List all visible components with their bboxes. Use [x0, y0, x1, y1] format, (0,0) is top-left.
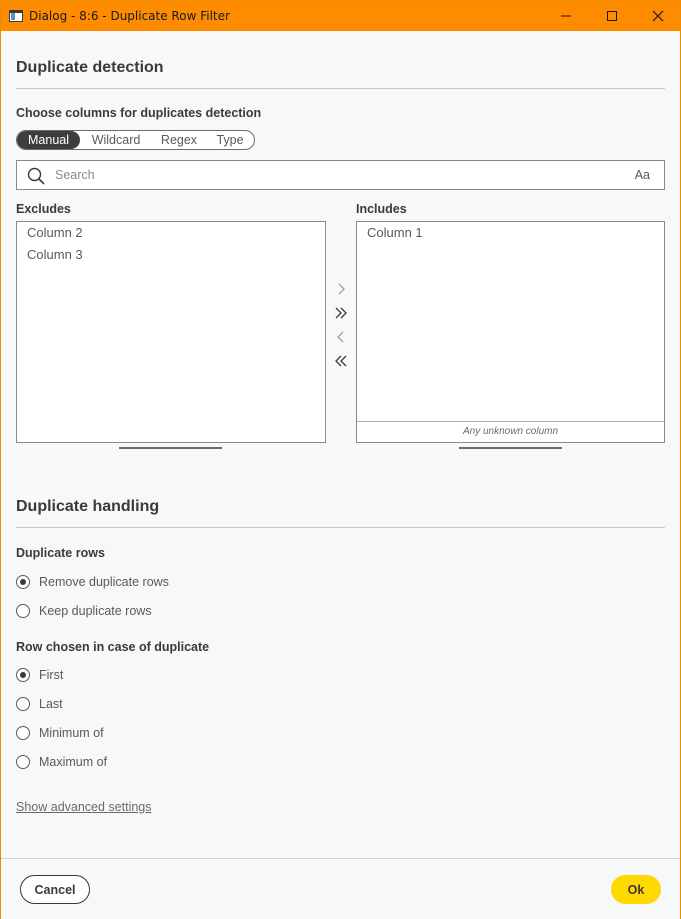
double-chevron-left-icon — [334, 355, 348, 367]
radio-label: First — [39, 668, 64, 682]
radio-minimum-of[interactable] — [16, 724, 104, 742]
excludes-resize-handle[interactable] — [119, 447, 222, 449]
radio-maximum-of[interactable] — [16, 753, 107, 771]
radio-label: Keep duplicate rows — [39, 604, 152, 618]
radio-label: Minimum of — [39, 726, 104, 740]
maximize-icon — [606, 10, 618, 22]
section-title-detection: Duplicate detection — [16, 59, 164, 76]
window-title: Dialog - 8:6 - Duplicate Row Filter — [29, 9, 230, 23]
chevron-right-icon — [336, 283, 346, 295]
includes-resize-handle[interactable] — [459, 447, 562, 449]
search-input[interactable] — [55, 164, 615, 186]
tab-wildcard[interactable]: Wildcard — [91, 133, 141, 147]
divider — [16, 88, 665, 89]
list-item[interactable]: Column 2 — [27, 225, 83, 240]
double-chevron-right-icon — [334, 307, 348, 319]
move-all-left-button[interactable] — [332, 352, 350, 370]
radio-button[interactable] — [16, 697, 30, 711]
cancel-button[interactable]: Cancel — [20, 875, 90, 904]
radio-button[interactable] — [16, 668, 30, 682]
row-chosen-label: Row chosen in case of duplicate — [16, 640, 210, 654]
tab-type[interactable]: Type — [216, 133, 244, 147]
includes-title: Includes — [356, 202, 407, 216]
radio-remove-duplicate-rows[interactable] — [16, 573, 169, 591]
minimize-button[interactable] — [543, 1, 589, 31]
excludes-title: Excludes — [16, 202, 71, 216]
radio-label: Remove duplicate rows — [39, 575, 169, 589]
maximize-button[interactable] — [589, 1, 635, 31]
minimize-icon — [560, 10, 572, 22]
move-all-right-button[interactable] — [332, 304, 350, 322]
divider — [16, 527, 665, 528]
radio-button[interactable] — [16, 604, 30, 618]
duplicate-rows-label: Duplicate rows — [16, 546, 105, 560]
tab-regex[interactable]: Regex — [160, 133, 198, 147]
move-right-button[interactable] — [332, 280, 350, 298]
app-window-icon — [9, 10, 23, 22]
search-icon — [27, 167, 45, 185]
chevron-left-icon — [336, 331, 346, 343]
case-sensitive-toggle[interactable]: Aa — [634, 168, 650, 182]
radio-button[interactable] — [16, 575, 30, 589]
radio-button[interactable] — [16, 755, 30, 769]
list-item[interactable]: Column 1 — [367, 225, 423, 240]
radio-keep-duplicate-rows[interactable] — [16, 602, 152, 620]
selection-mode-tabs — [16, 130, 255, 150]
move-left-button[interactable] — [332, 328, 350, 346]
title-bar[interactable] — [1, 1, 680, 31]
radio-label: Maximum of — [39, 755, 108, 769]
close-icon — [652, 10, 664, 22]
search-box — [16, 160, 665, 190]
radio-last[interactable] — [16, 695, 63, 713]
close-button[interactable] — [635, 1, 681, 31]
section-title-handling: Duplicate handling — [16, 498, 160, 515]
radio-button[interactable] — [16, 726, 30, 740]
dialog-footer — [1, 858, 680, 919]
tab-manual[interactable]: Manual — [17, 131, 80, 149]
radio-first[interactable] — [16, 666, 63, 684]
radio-label: Last — [39, 697, 63, 711]
excludes-list[interactable] — [16, 221, 326, 443]
choose-columns-label: Choose columns for duplicates detection — [16, 106, 262, 120]
includes-list[interactable] — [356, 221, 665, 443]
list-item[interactable]: Column 3 — [27, 247, 83, 262]
show-advanced-settings-link[interactable]: Show advanced settings — [16, 800, 152, 814]
ok-button[interactable]: Ok — [611, 875, 661, 904]
any-unknown-column-item[interactable]: Any unknown column — [357, 421, 664, 442]
